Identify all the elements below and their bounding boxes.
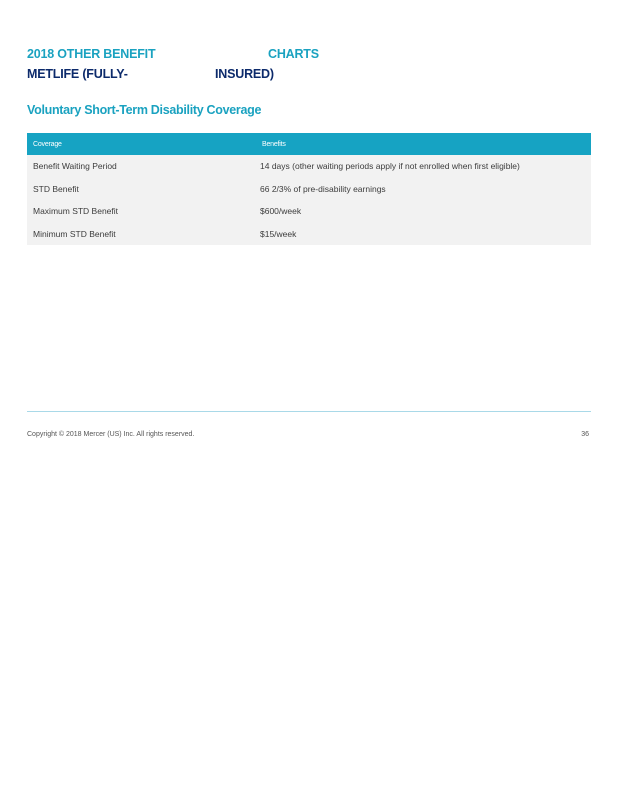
header-subtitle-line2: METLIFE (FULLY- [27, 67, 128, 81]
footer-divider [27, 411, 591, 412]
header-subtitle-line2-right: INSURED) [215, 67, 274, 81]
table-cell-coverage: STD Benefit [33, 183, 79, 194]
column-header-coverage: Coverage [33, 140, 62, 148]
page-number: 36 [581, 431, 589, 438]
table-cell-benefit: $600/week [260, 206, 302, 217]
table-header-row [27, 133, 591, 155]
table-cell-coverage: Maximum STD Benefit [33, 206, 119, 217]
table-cell-benefit: $15/week [260, 228, 297, 239]
table-row [27, 155, 591, 178]
header-title-line1-right: CHARTS [268, 47, 319, 61]
table-cell-coverage: Minimum STD Benefit [33, 228, 116, 239]
table-row [27, 223, 591, 246]
table-row [27, 200, 591, 223]
table-cell-benefit: 14 days (other waiting periods apply if not enrolled when first eligible) [260, 161, 520, 172]
section-heading: Voluntary Short-Term Disability Coverage [27, 103, 262, 117]
table-row [27, 178, 591, 201]
table-cell-coverage: Benefit Waiting Period [33, 161, 117, 172]
copyright-text: Copyright © 2018 Mercer (US) Inc. All rights reserved. [27, 431, 195, 438]
header-title-line1: 2018 OTHER BENEFIT [27, 47, 156, 61]
column-header-benefits: Benefits [262, 140, 286, 148]
coverage-table [27, 133, 591, 245]
table-cell-benefit: 66 2/3% of pre-disability earnings [260, 183, 386, 194]
